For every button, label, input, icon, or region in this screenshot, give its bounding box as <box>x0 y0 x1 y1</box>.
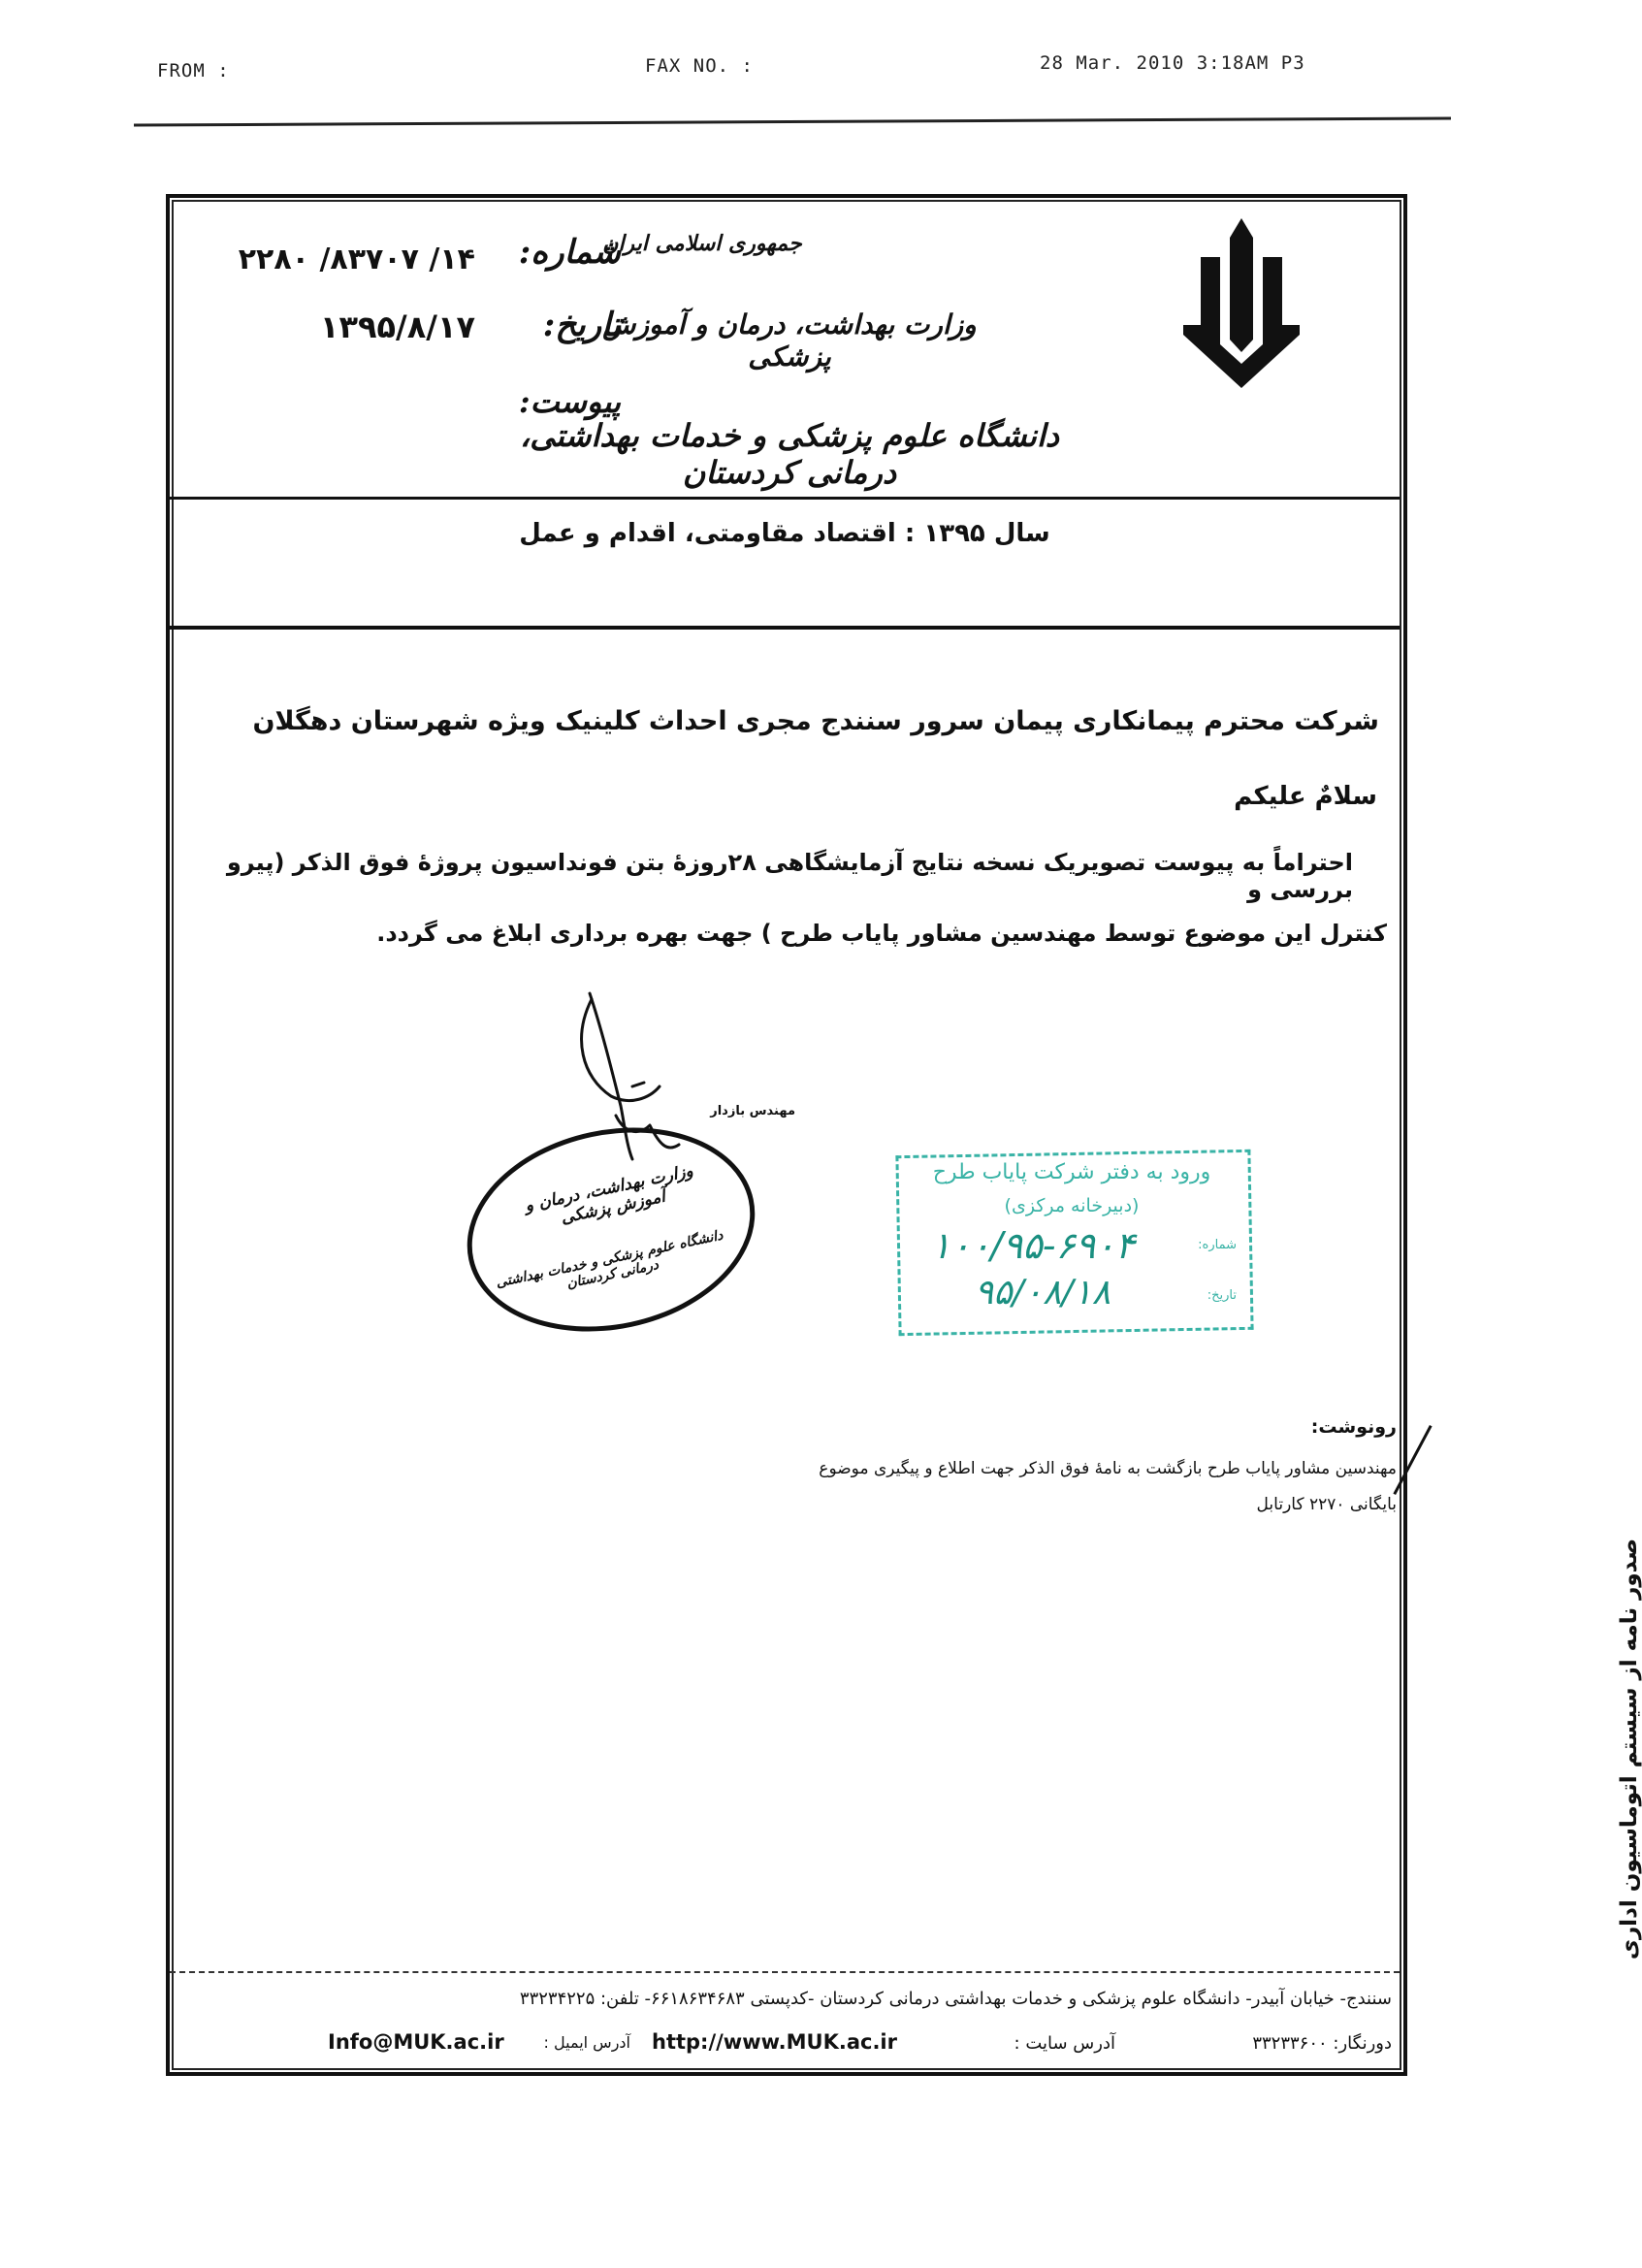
letter-greeting: سلامٌ علیکم <box>1234 782 1377 811</box>
footer-address: سنندج- خیابان آبیدر- دانشگاه علوم پزشکی و خدمات بهداشتی درمانی کردستان -کدپستی ۶۶۱۸۶۳۴۶۸۳- تلفن: ۳۳۲۳۴۲۲۵ <box>519 1989 1392 2009</box>
oval-stamp-university: دانشگاه علوم پزشکی و خدمات بهداشتی درمانی کردستان <box>494 1227 724 1292</box>
fax-from: FROM : <box>157 60 230 81</box>
footer-email-label: آدرس ایمیل : <box>543 2033 630 2052</box>
date-label: تاریخ: <box>542 306 621 344</box>
receipt-number: ۱۰۰/۹۵-۶۹۰۴ <box>930 1224 1136 1267</box>
slogan-bottom-rule <box>170 626 1400 630</box>
footer-website-link[interactable]: http://www.MUK.ac.ir <box>652 2030 897 2054</box>
signer-caption: مهندس بازدار <box>710 1104 795 1118</box>
logo-emblem-icon <box>1174 218 1309 388</box>
letter-body-line-2: کنترل این موضوع توسط مهندسین مشاور پایاب طرح ) جهت بهره برداری ابلاغ می گردد. <box>376 920 1387 947</box>
copies-line-1: مهندسین مشاور پایاب طرح بازگشت به نامهٔ فوق الذکر جهت اطلاع و پیگیری موضوع <box>819 1459 1397 1478</box>
automation-side-note: صدور نامه از سیستم اتوماسیون اداری <box>1617 1538 1642 1960</box>
letter-recipient: شرکت محترم پیمانکاری پیمان سرور سنندج مجری احداث کلینیک ویژه شهرستان دهگلان <box>252 706 1379 736</box>
footer-rule <box>170 1971 1400 1973</box>
university-logo <box>1174 218 1309 388</box>
fax-header-rule <box>134 116 1451 126</box>
receipt-stamp-title: ورود به دفتر شرکت پایاب طرح <box>932 1160 1211 1184</box>
number-label: شماره: <box>518 233 621 272</box>
letter-number: ۱۴/ ۸۳۷۰۷/ ۲۲۸۰ <box>238 243 475 276</box>
year-slogan: سال ۱۳۹۵ : اقتصاد مقاومتی، اقدام و عمل <box>519 519 1050 548</box>
receipt-date-label: تاریخ: <box>1207 1288 1237 1303</box>
receipt-date: ۹۵/۰۸/۱۸ <box>974 1273 1111 1312</box>
slogan-top-rule <box>170 497 1400 500</box>
university-title: دانشگاه علوم پزشکی و خدمات بهداشتی، درمانی کردستان <box>519 417 1060 491</box>
copies-line-2: بایگانی ۲۲۷۰ کارتابل <box>1256 1495 1397 1514</box>
fax-number: FAX NO. : <box>645 55 754 77</box>
receipt-stamp-subtitle: (دبیرخانه مرکزی) <box>1004 1195 1140 1216</box>
copies-heading: رونوشت: <box>1310 1416 1397 1438</box>
fax-datetime: 28 Mar. 2010 3:18AM P3 <box>1040 52 1305 74</box>
footer-fax: دورنگار: ۳۳۲۳۳۶۰۰ <box>1252 2033 1392 2054</box>
attachment-label: پیوست: <box>518 383 621 420</box>
footer-email-link[interactable]: Info@MUK.ac.ir <box>328 2030 504 2054</box>
receipt-number-label: شماره: <box>1198 1238 1237 1252</box>
letter-date: ۱۳۹۵/۸/۱۷ <box>319 308 475 345</box>
letter-body-line-1: احتراماً به پیوست تصویریک نسخه نتایج آزمایشگاهی ۲۸روزهٔ بتن فونداسیون پروژهٔ فوق الذکر (پیرو بررسی و <box>226 849 1353 903</box>
ministry-title: وزارت بهداشت، درمان و آموزش پزشکی <box>602 308 977 373</box>
republic-title: جمهوری اسلامی ایران <box>602 231 802 256</box>
oval-stamp-ministry: وزارت بهداشت، درمان و آموزش پزشکی <box>523 1161 695 1228</box>
footer-site-label: آدرس سایت : <box>1014 2033 1115 2054</box>
